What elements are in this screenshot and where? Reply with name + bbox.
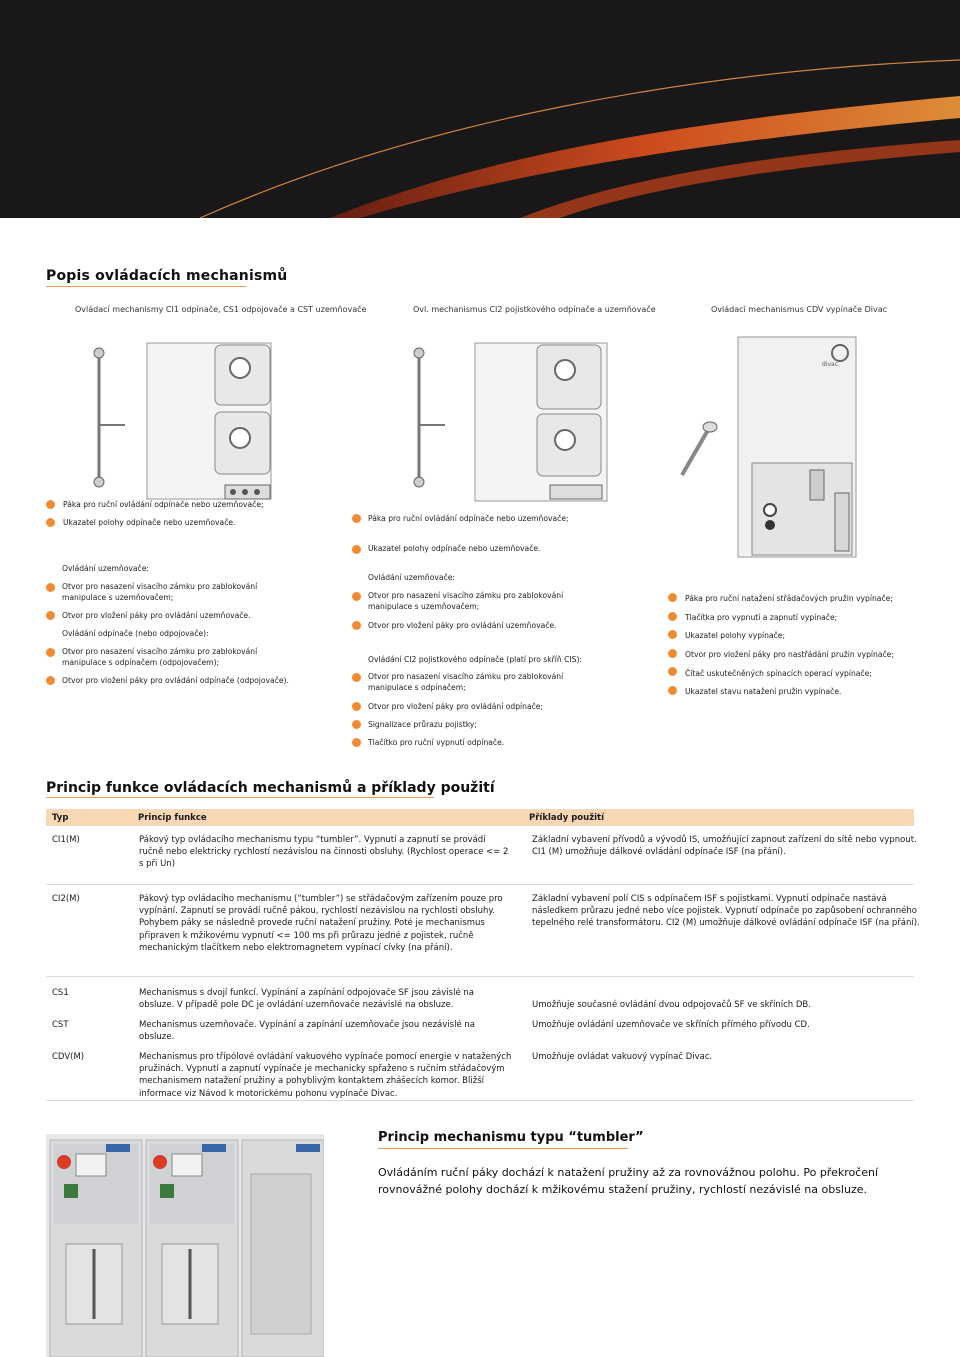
title-underline <box>46 797 434 798</box>
table-cell-principle: Mechanismus uzemňovače. Vypínání a zapínání uzemňovače jsou nezávislé na obsluze. <box>139 1020 475 1043</box>
marker-dot <box>46 611 55 620</box>
marker-dot <box>352 545 361 554</box>
table-header <box>46 809 914 826</box>
column-caption-1: Ovládací mechanismy CI1 odpínače, CS1 odpojovače a CST uzemňovače <box>75 305 367 314</box>
mechanism-drawing-ci2 <box>405 340 610 505</box>
table-cell-usage: Umožňuje současné ovládání dvou odpojovačů SF ve skříních DB. <box>532 1000 811 1010</box>
marker-dot <box>46 676 55 685</box>
marker-dot <box>352 592 361 601</box>
row-divider <box>46 1100 914 1101</box>
legend-item: Páka pro ruční ovládání odpínače nebo uzemňovače; <box>63 500 264 509</box>
legend-item: Otvor pro vložení páky pro ovládání odpínače (odpojovače). <box>62 676 289 685</box>
legend-item: Ukazatel polohy vypínače; <box>685 631 786 640</box>
table-cell-principle: Mechanismus s dvojí funkcí. Vypínání a zapínání odpojovače SF jsou závislé na obsluze. V případě pole DC je ovládání uzemňovače nezávislé na obsluze. <box>139 988 474 1011</box>
legend-item: Páka pro ruční natažení střádačových pružin vypínače; <box>685 594 893 603</box>
table-cell-principle: Pákový typ ovládacího mechanismu typu “tumbler”. Vypnutí a zapnutí se provádí ručně nebo elektricky rychlostí nezávislou na činnosti obsluhy. (Rychlost operace <= 2 s při Un) <box>139 835 509 870</box>
column-caption-2: Ovl. mechanismus CI2 pojistkového odpínače a uzemňovače <box>413 305 656 314</box>
marker-dot <box>668 649 677 658</box>
table-cell-usage: Umožňuje ovládání uzemňovače ve skříních přímého přívodu CD. <box>532 1020 810 1030</box>
legend-item: Otvor pro vložení páky pro ovládání uzemňovače. <box>368 621 557 630</box>
marker-dot <box>46 500 55 509</box>
legend-item: Signalizace průrazu pojistky; <box>368 720 477 729</box>
banner-swoosh-graphic <box>0 0 960 218</box>
table-cell-usage: Základní vybavení přívodů a vývodů IS, umožňující zapnout zařízení do sítě nebo vypnout. CI1 (M) umožňuje dálkové ovládání odpínače ISF (na přání). <box>532 835 917 858</box>
mechanism-drawing-cdv <box>670 335 860 560</box>
legend-item: Ukazatel stavu natažení pružin vypínače. <box>685 687 842 696</box>
table-cell-usage: Umožňuje ovládat vakuový vypínač Divac. <box>532 1052 713 1062</box>
legend-item: Otvor pro vložení páky pro ovládání uzemňovače. <box>62 611 251 620</box>
legend-item: Ukazatel polohy odpínače nebo uzemňovače. <box>63 518 236 527</box>
marker-dot <box>46 518 55 527</box>
marker-dot <box>352 720 361 729</box>
subheading: Ovládání odpínače (nebo odpojovače): <box>62 629 209 638</box>
subheading: Ovládání CI2 pojistkového odpínače (platí pro skříň CIS): <box>368 655 582 664</box>
legend-item: Ukazatel polohy odpínače nebo uzemňovače. <box>368 544 541 553</box>
section-title-tumbler: Princip mechanismu typu “tumbler” <box>378 1130 644 1145</box>
divac-logo-text: divac <box>822 361 839 368</box>
marker-dot <box>46 648 55 657</box>
subheading: Ovládání uzemňovače: <box>62 564 149 573</box>
mechanism-drawing-ci1 <box>85 340 275 505</box>
marker-dot <box>352 702 361 711</box>
table-cell-principle: Mechanismus pro třípólové ovládání vakuového vypínače pomocí energie v natažených pružinách. Vypnutí a zapnutí vypínače je mechanicky spřaženo s ručním střádačovým mechanismem natažení pružiny a pohyblivým kontaktem zhášecích komor. Bližší informace viz Návod k motorickému pohonu vypínače Divac. <box>139 1052 512 1099</box>
marker-dot <box>668 612 677 621</box>
table-cell-type: CST <box>52 1020 69 1030</box>
table-cell-type: CDV(M) <box>52 1052 85 1062</box>
table-cell-principle: Pákový typ ovládacího mechanismu (“tumbler”) se střádačovým zařízením pouze pro vypínání. Zapnutí se provádí ručně pákou, rychlostí nezávislou na rychlosti obsluhy. Pohybem páky se následně provede ruční natažení pružiny. Poté je mechanismus připraven k mžikovému vypnutí <= 100 ms při průrazu jedné z pojistek, ručně mechanickým tlačítkem nebo elektromagnetem vypínací cívky (na přání). <box>139 894 503 953</box>
table-cell-type: CI1(M) <box>52 835 80 845</box>
legend-item: Otvor pro nasazení visacího zámku pro zablokování manipulace s uzemňovačem; <box>62 582 258 602</box>
legend-item: Tlačítka pro vypnutí a zapnutí vypínače; <box>685 613 838 622</box>
legend-item: Otvor pro vložení páky pro ovládání odpínače; <box>368 702 544 711</box>
marker-dot <box>668 593 677 602</box>
table-cell-type: CS1 <box>52 988 69 998</box>
header-principle: Princip funkce <box>138 813 207 823</box>
table-cell-usage: Základní vybavení polí CIS s odpínačem ISF s pojistkami. Vypnutí odpínače nastává následkem průrazu jedné nebo více pojistek. Vypnutí odpínače po zapůsobení ochranného tepelného relé transformátoru. CI2 (M) umožňuje dálkové ovládání odpínače ISF (na přání). <box>532 894 920 929</box>
row-divider <box>46 884 914 885</box>
subheading: Ovládání uzemňovače: <box>368 573 455 582</box>
legend-item: Otvor pro nasazení visacího zámku pro zablokování manipulace s uzemňovačem; <box>368 591 564 611</box>
tumbler-description: Ovládáním ruční páky dochází k natažení pružiny až za rovnovážnou polohu. Po překročení rovnovážné polohy dochází k mžikovému stažení pružiny, rychlostí nezávislé na obsluze. <box>378 1166 879 1196</box>
header-type: Typ <box>52 813 69 823</box>
section-title-mechanisms: Popis ovládacích mechanismů <box>46 268 288 284</box>
section-title-principles: Princip funkce ovládacích mechanismů a příklady použití <box>46 780 495 796</box>
title-underline <box>46 286 246 287</box>
legend-item: Tlačítko pro ruční vypnutí odpínače. <box>368 738 505 747</box>
marker-dot <box>668 667 677 676</box>
title-underline <box>378 1148 628 1149</box>
marker-dot <box>352 514 361 523</box>
marker-dot <box>352 673 361 682</box>
switchgear-photo <box>46 1134 324 1357</box>
marker-dot <box>668 686 677 695</box>
marker-dot <box>352 738 361 747</box>
legend-item: Otvor pro nasazení visacího zámku pro zablokování manipulace s odpínačem; <box>368 672 564 692</box>
marker-dot <box>46 583 55 592</box>
header-banner <box>0 0 960 218</box>
header-usage: Příklady použití <box>529 813 605 823</box>
row-divider <box>46 976 914 977</box>
legend-item: Otvor pro nasazení visacího zámku pro zablokování manipulace s odpínačem (odpojovačem); <box>62 647 258 667</box>
marker-dot <box>668 630 677 639</box>
legend-item: Otvor pro vložení páky pro nastřádání pružin vypínače; <box>685 650 894 659</box>
column-caption-3: Ovládací mechanismus CDV vypínače Divac <box>711 305 888 314</box>
legend-item: Čítač uskutečněných spínacích operací vypínače; <box>685 669 872 678</box>
marker-dot <box>352 621 361 630</box>
legend-item: Páka pro ruční ovládání odpínače nebo uzemňovače; <box>368 514 569 523</box>
table-cell-type: CI2(M) <box>52 894 80 904</box>
